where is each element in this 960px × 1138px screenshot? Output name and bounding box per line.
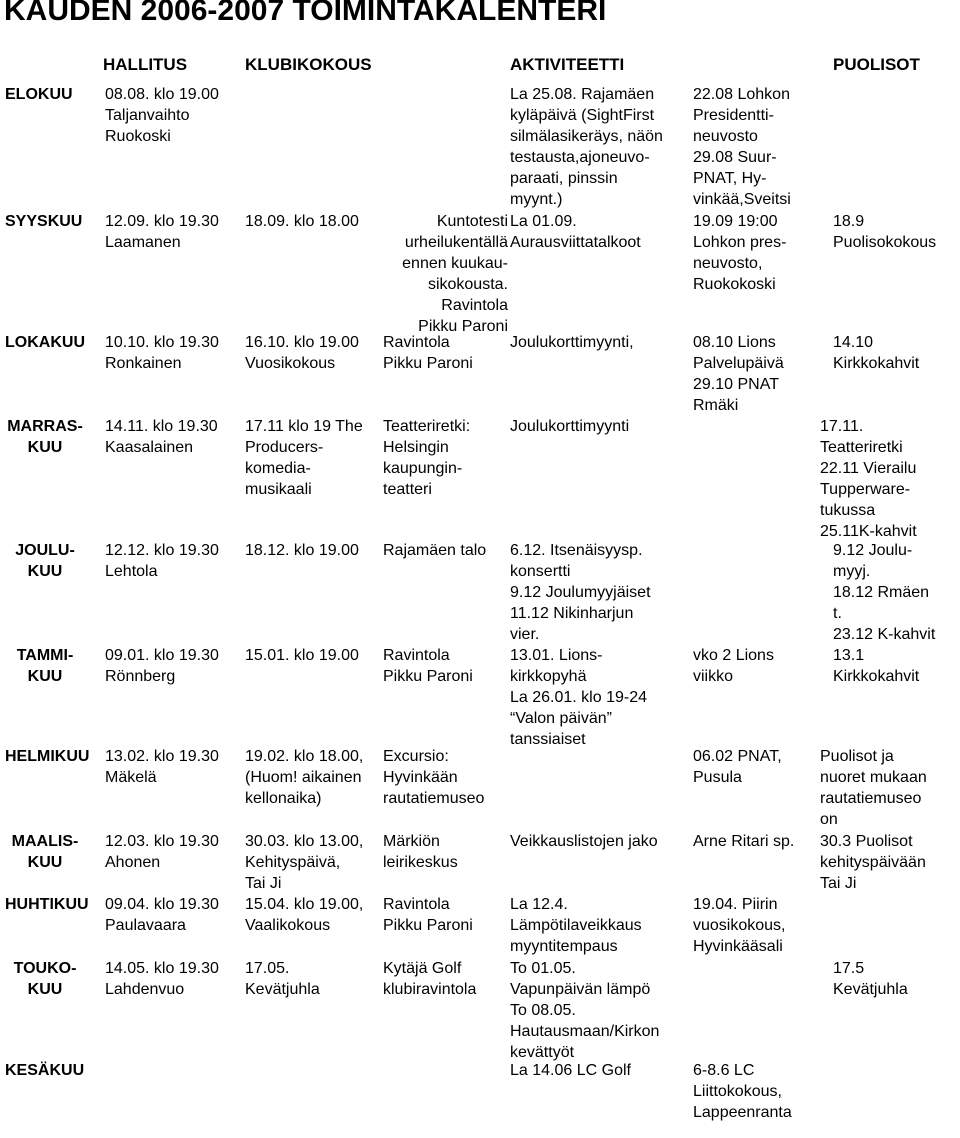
header-aktiviteetti: AKTIVITEETTI [510,55,625,74]
month-label: HUHTIKUU [5,896,89,913]
aktiviteetti-cell: 13.01. Lions- kirkkopyhä La 26.01. klo 19-24 “Valon päivän” tanssiaiset [510,647,647,748]
klubikokous-time-cell: 18.09. klo 18.00 [245,213,359,230]
month-label: MAALIS- KUU [11,833,79,871]
header-hallitus: HALLITUS [103,55,188,74]
klubikokous-place-cell: Märkiön leirikeskus [383,833,458,871]
klubikokous-place-cell: Teatteriretki: Helsingin kaupungin- teatteri [383,418,471,498]
hallitus-cell: 14.05. klo 19.30 Lahdenvuo [105,960,219,998]
aktiviteetti-secondary-cell: 6-8.6 LC Liittokokous, Lappeenranta [693,1062,792,1121]
puolisot-cell: 30.3 Puolisot kehityspäivään Tai Ji [820,833,926,892]
hallitus-cell: 13.02. klo 19.30 Mäkelä [105,748,219,786]
month-label: HELMIKUU [5,748,90,765]
month-label: JOULU- KUU [15,542,75,580]
hallitus-cell: 09.01. klo 19.30 Rönnberg [105,647,219,685]
klubikokous-time-cell: 15.04. klo 19.00, Vaalikokous [245,896,364,934]
aktiviteetti-cell: La 01.09. Aurausviittatalkoot [510,213,641,251]
hallitus-cell: 08.08. klo 19.00 Taljanvaihto Ruokoski [105,86,219,145]
klubikokous-time-cell: 18.12. klo 19.00 [245,542,359,559]
month-label: MARRAS- KUU [7,418,83,456]
puolisot-cell: 17.5 Kevätjuhla [833,960,908,998]
aktiviteetti-secondary-cell: 22.08 Lohkon Presidentti- neuvosto 29.08 Suur- PNAT, Hy- vinkää,Sveitsi [693,86,791,208]
puolisot-cell: 18.9 Puolisokokous [833,213,937,251]
aktiviteetti-cell: La 25.08. Rajamäen kyläpäivä (SightFirst silmälasikeräys, näön testausta,ajoneuvo- paraati, pinssin myynt.) [510,86,663,208]
klubikokous-place-cell: Ravintola Pikku Paroni [383,647,473,685]
puolisot-cell: Puolisot ja nuoret mukaan rautatiemuseo on [820,748,927,828]
aktiviteetti-secondary-cell: vko 2 Lions viikko [693,647,774,685]
hallitus-cell: 10.10. klo 19.30 Ronkainen [105,334,219,372]
klubikokous-time-cell: 17.11 klo 19 The Producers- komedia- musikaali [245,418,363,498]
header-puolisot: PUOLISOT [833,55,920,74]
aktiviteetti-secondary-cell: 08.10 Lions Palvelupäivä 29.10 PNAT Rmäki [693,334,784,414]
klubikokous-time-cell: 16.10. klo 19.00 Vuosikokous [245,334,359,372]
month-label: TOUKO- KUU [13,960,77,998]
hallitus-cell: 09.04. klo 19.30 Paulavaara [105,896,219,934]
hallitus-cell: 12.09. klo 19.30 Laamanen [105,213,219,251]
klubikokous-time-cell: 30.03. klo 13.00, Kehityspäivä, Tai Ji [245,833,364,892]
aktiviteetti-secondary-cell: 06.02 PNAT, Pusula [693,748,782,786]
aktiviteetti-cell: 6.12. Itsenäisyysp. konsertti 9.12 Joulumyyjäiset 11.12 Nikinharjun vier. [510,542,651,643]
klubikokous-time-cell: 17.05. Kevätjuhla [245,960,320,998]
aktiviteetti-cell: Joulukorttimyynti [510,418,630,435]
hallitus-cell: 12.03. klo 19.30 Ahonen [105,833,219,871]
puolisot-cell: 14.10 Kirkkokahvit [833,334,920,372]
klubikokous-place-cell: Rajamäen talo [383,542,487,559]
header-klubikokous: KLUBIKOKOUS [245,55,372,74]
month-label: TAMMI- KUU [16,647,74,685]
month-label: KESÄKUU [5,1062,85,1079]
puolisot-cell: 9.12 Joulu- myyj. 18.12 Rmäen t. 23.12 K-kahvit [833,542,936,643]
aktiviteetti-secondary-cell: 19.04. Piirin vuosikokous, Hyvinkääsali [693,896,786,955]
aktiviteetti-cell: La 14.06 LC Golf [510,1062,631,1079]
hallitus-cell: 14.11. klo 19.30 Kaasalainen [105,418,218,456]
klubikokous-time-cell: 19.02. klo 18.00, (Huom! aikainen kellonaika) [245,748,364,807]
aktiviteetti-secondary-cell: 19.09 19:00 Lohkon pres- neuvosto, Ruokokoski [693,213,787,293]
month-label: SYYSKUU [5,213,83,230]
puolisot-cell: 13.1 Kirkkokahvit [833,647,920,685]
aktiviteetti-cell: Veikkauslistojen jako [510,833,658,850]
puolisot-cell: 17.11. Teatteriretki 22.11 Vierailu Tupperware- tukussa 25.11K-kahvit [820,418,917,540]
klubikokous-place-cell: Ravintola Pikku Paroni [383,334,473,372]
klubikokous-place-cell: Kuntotesti urheilukentällä ennen kuukau- sikokousta. Ravintola Pikku Paroni [402,213,508,335]
klubikokous-place-cell: Excursio: Hyvinkään rautatiemuseo [383,748,485,807]
page-title: KAUDEN 2006-2007 TOIMINTAKALENTERI [4,0,607,27]
aktiviteetti-cell: Joulukorttimyynti, [510,334,634,351]
month-label: LOKAKUU [5,334,85,351]
aktiviteetti-cell: La 12.4. Lämpötilaveikkaus myyntitempaus [510,896,642,955]
aktiviteetti-cell: To 01.05. Vapunpäivän lämpö To 08.05. Hautausmaan/Kirkon kevättyöt [510,960,660,1061]
klubikokous-place-cell: Kytäjä Golf klubiravintola [383,960,477,998]
klubikokous-time-cell: 15.01. klo 19.00 [245,647,359,664]
month-label: ELOKUU [5,86,73,103]
hallitus-cell: 12.12. klo 19.30 Lehtola [105,542,219,580]
klubikokous-place-cell: Ravintola Pikku Paroni [383,896,473,934]
aktiviteetti-secondary-cell: Arne Ritari sp. [693,833,795,850]
